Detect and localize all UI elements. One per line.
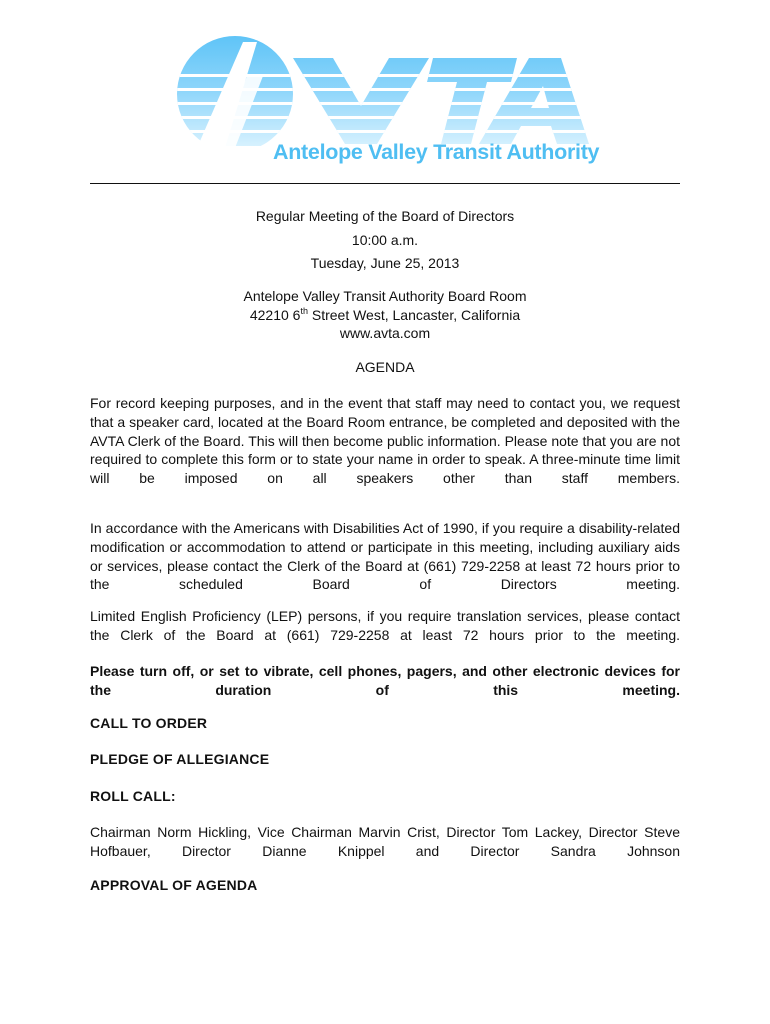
roll-call-heading: ROLL CALL: (90, 788, 176, 804)
meeting-title: Regular Meeting of the Board of Directors (255, 208, 515, 224)
lep-paragraph: Limited English Proficiency (LEP) persons, if you require translation services, please contact the Clerk of the Board at (661) 729-2258 at least 72 hours prior to the meeting. (90, 608, 680, 643)
speaker-card-paragraph: For record keeping purposes, and in the event that staff may need to contact you, we request that a speaker card, located at the Board Room entrance, be completed and deposited with the AVTA Clerk of the Board. This will then become public information. Please note that you are not required to complete this form or to state your name in order to speak. A three-minute time limit will be imposed on all speakers other than staff members. (90, 395, 680, 487)
avta-logo (165, 36, 600, 172)
pledge-heading: PLEDGE OF ALLEGIANCE (90, 751, 270, 767)
ada-paragraph: In accordance with the Americans with Disabilities Act of 1990, if you require a disability-related modification or accommodation to attend or participate in this meeting, including auxiliary aids or services, please contact the Clerk of the Board at (661) 729-2258 at least 72 hours prior to the scheduled Board of Directors meeting. (90, 520, 680, 593)
agenda-label: AGENDA (355, 359, 415, 375)
logo-wordmark: Antelope Valley Transit Authority (273, 140, 600, 164)
meeting-location: Antelope Valley Transit Authority Board Room (243, 288, 527, 304)
address-street: Street West, Lancaster, California (307, 307, 521, 323)
meeting-date: Tuesday, June 25, 2013 (310, 255, 460, 271)
meeting-time: 10:00 a.m. (351, 232, 419, 248)
approval-of-agenda-heading: APPROVAL OF AGENDA (90, 877, 258, 893)
address-number: 42210 6 (249, 307, 301, 323)
address-ordinal: th (300, 306, 308, 316)
call-to-order-heading: CALL TO ORDER (90, 715, 208, 731)
meeting-website[interactable]: www.avta.com (339, 325, 431, 341)
devices-notice: Please turn off, or set to vibrate, cell phones, pagers, and other electronic devices for the duration of this meeting. (90, 663, 680, 698)
header-divider (90, 183, 680, 184)
roll-call-members: Chairman Norm Hickling, Vice Chairman Marvin Crist, Director Tom Lackey, Director Steve Hofbauer, Director Dianne Knippel and Director Sandra Johnson (90, 824, 680, 859)
meeting-address (90, 307, 680, 323)
avta-logo-graphic (165, 36, 595, 146)
